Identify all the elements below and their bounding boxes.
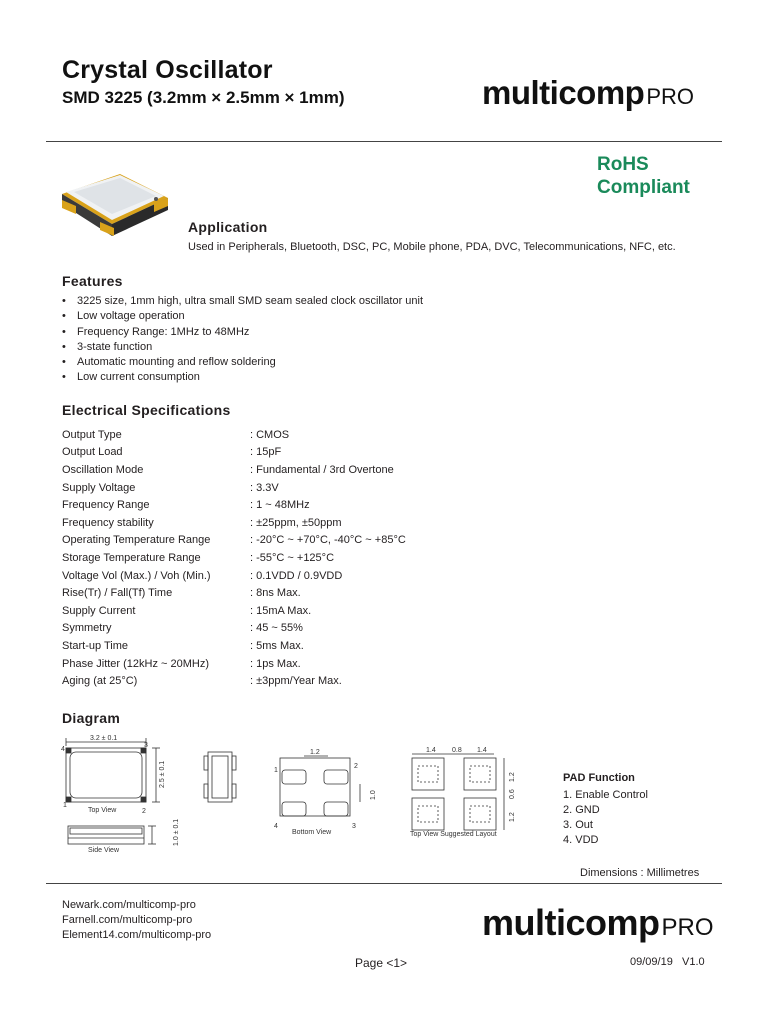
dim-pad-label: 1.2 xyxy=(310,749,320,756)
spec-label: Frequency stability xyxy=(62,516,154,529)
footer-divider xyxy=(46,883,722,884)
table-row xyxy=(62,602,406,620)
table-row xyxy=(62,444,406,462)
table-row xyxy=(62,584,406,602)
bullet: • xyxy=(62,371,66,384)
spec-label: Symmetry xyxy=(62,622,112,635)
header-divider xyxy=(46,141,722,142)
brand-logo-footer xyxy=(482,902,714,944)
mechanical-diagram xyxy=(56,730,556,858)
spec-label: Supply Current xyxy=(62,604,136,617)
pin-1-label: 1 xyxy=(63,802,67,809)
spec-label: Oscillation Mode xyxy=(62,463,144,476)
rohs-line2: Compliant xyxy=(597,177,690,198)
feature-text: 3225 size, 1mm high, ultra small SMD seam sealed clock oscillator unit xyxy=(77,295,424,307)
rohs-line1: RoHS xyxy=(597,154,649,175)
brand-logo-header xyxy=(482,74,694,112)
table-row xyxy=(62,637,406,655)
date-version: 09/09/19 V1.0 xyxy=(630,956,705,968)
list-item: 1. Enable Control xyxy=(563,789,648,801)
dim-width-label: 3.2 ± 0.1 xyxy=(90,735,118,742)
suggested-layout-label: Top View Suggested Layout xyxy=(410,831,497,838)
electrical-specs-heading: Electrical Specifications xyxy=(62,402,231,418)
table-row xyxy=(62,479,406,497)
spec-value: : 15pF xyxy=(250,446,282,459)
pin-2-label: 2 xyxy=(142,808,146,815)
list-item xyxy=(62,295,423,310)
spec-value: : 5ms Max. xyxy=(250,639,304,652)
application-text: Used in Peripherals, Bluetooth, DSC, PC, Mobile phone, PDA, DVC, Telecommunications, NFC, etc. xyxy=(188,241,676,253)
diagram-heading: Diagram xyxy=(62,710,121,726)
side-view-label: Side View xyxy=(88,847,120,854)
table-row xyxy=(62,620,406,638)
spec-label: Voltage Vol (Max.) / Voh (Min.) xyxy=(62,569,211,582)
document-title: Crystal Oscillator xyxy=(62,56,273,84)
bullet: • xyxy=(62,310,66,323)
bullet: • xyxy=(62,325,66,338)
table-row xyxy=(62,496,406,514)
dim-layout-b-label: 0.8 xyxy=(452,747,462,754)
features-list xyxy=(62,295,423,387)
spec-label: Rise(Tr) / Fall(Tf) Time xyxy=(62,587,173,600)
dim-layout-h1-label: 1.2 xyxy=(509,772,516,782)
features-heading: Features xyxy=(62,273,123,289)
dim-layout-h3-label: 1.2 xyxy=(509,812,516,822)
element14-link[interactable]: Element14.com/multicomp-pro xyxy=(62,929,212,941)
spec-value: : -20°C ~ +70°C, -40°C ~ +85°C xyxy=(250,534,406,547)
list-item: 4. VDD xyxy=(563,834,599,846)
dimensions-note: Dimensions : Millimetres xyxy=(580,867,700,879)
pin-4-label: 4 xyxy=(61,746,65,753)
logo-main-text: multicomp xyxy=(482,902,660,943)
logo-pro-text: PRO xyxy=(661,914,714,941)
spec-value: : 0.1VDD / 0.9VDD xyxy=(250,569,343,582)
table-row xyxy=(62,532,406,550)
bottom-view-drawing xyxy=(274,749,377,836)
list-item xyxy=(62,326,423,341)
rohs-badge xyxy=(597,153,690,199)
spec-value: : -55°C ~ +125°C xyxy=(250,551,335,564)
dim-height-label: 2.5 ± 0.1 xyxy=(159,760,166,788)
feature-text: 3-state function xyxy=(77,340,153,353)
table-row xyxy=(62,514,406,532)
product-image xyxy=(56,170,176,242)
dim-pad-gap-label: 1.0 xyxy=(370,790,377,800)
bottom-view-label: Bottom View xyxy=(292,829,332,836)
pin-2-label: 2 xyxy=(354,763,358,770)
spec-label: Supply Voltage xyxy=(62,481,136,494)
spec-label: Aging (at 25°C) xyxy=(62,675,138,688)
farnell-link[interactable]: Farnell.com/multicomp-pro xyxy=(62,914,193,926)
table-row xyxy=(62,655,406,673)
bullet: • xyxy=(62,340,66,353)
spec-label: Output Type xyxy=(62,428,122,441)
table-row xyxy=(62,672,406,690)
dim-layout-a-label: 1.4 xyxy=(426,747,436,754)
spec-label: Output Load xyxy=(62,446,123,459)
feature-text: Automatic mounting and reflow soldering xyxy=(77,356,276,369)
list-item: 2. GND xyxy=(563,804,600,816)
suggested-layout-drawing xyxy=(410,747,516,838)
table-row xyxy=(62,426,406,444)
pin-1-label: 1 xyxy=(274,767,278,774)
spec-label: Phase Jitter (12kHz ~ 20MHz) xyxy=(62,657,210,670)
bullet: • xyxy=(62,356,66,369)
dim-layout-c-label: 1.4 xyxy=(477,747,487,754)
feature-text: Low current consumption xyxy=(77,371,200,384)
spec-value: : 1ps Max. xyxy=(250,657,301,670)
spec-value: : 1 ~ 48MHz xyxy=(250,499,310,512)
table-row xyxy=(62,567,406,585)
spec-value: : ±3ppm/Year Max. xyxy=(250,675,342,688)
list-item xyxy=(62,371,423,386)
pad-function-list xyxy=(563,789,648,849)
newark-link[interactable]: Newark.com/multicomp-pro xyxy=(62,899,196,911)
spec-label: Storage Temperature Range xyxy=(62,551,201,564)
logo-main-text: multicomp xyxy=(482,74,645,111)
top-view-label: Top View xyxy=(88,807,117,814)
dim-layout-h2-label: 0.6 xyxy=(509,789,516,799)
top-view-drawing xyxy=(61,735,166,815)
list-item xyxy=(62,341,423,356)
document-subtitle: SMD 3225 (3.2mm × 2.5mm × 1mm) xyxy=(62,88,345,107)
spec-value: : Fundamental / 3rd Overtone xyxy=(250,463,394,476)
spec-value: : 15mA Max. xyxy=(250,604,312,617)
spec-label: Operating Temperature Range xyxy=(62,534,211,547)
bullet: • xyxy=(62,295,66,307)
spec-value: : ±25ppm, ±50ppm xyxy=(250,516,342,529)
spec-value: : 3.3V xyxy=(250,481,279,494)
pin-3-label: 3 xyxy=(144,742,148,749)
logo-pro-text: PRO xyxy=(646,84,695,109)
end-view-drawing xyxy=(204,752,236,802)
footer-links xyxy=(62,898,211,943)
feature-text: Frequency Range: 1MHz to 48MHz xyxy=(77,325,250,338)
page-number: Page <1> xyxy=(355,956,408,970)
spec-value: : CMOS xyxy=(250,428,290,441)
table-row xyxy=(62,549,406,567)
pad-function-title: PAD Function xyxy=(563,772,635,784)
pin-3-label: 3 xyxy=(352,823,356,830)
electrical-specs-table xyxy=(62,426,406,690)
pin-4-label: 4 xyxy=(274,823,278,830)
side-view-drawing xyxy=(68,819,180,854)
list-item xyxy=(62,356,423,371)
list-item xyxy=(62,310,423,325)
spec-label: Frequency Range xyxy=(62,499,150,512)
spec-label: Start-up Time xyxy=(62,639,129,652)
spec-value: : 8ns Max. xyxy=(250,587,301,600)
application-heading: Application xyxy=(188,219,268,235)
feature-text: Low voltage operation xyxy=(77,310,185,323)
spec-value: : 45 ~ 55% xyxy=(250,622,303,635)
list-item: 3. Out xyxy=(563,819,593,831)
dim-thickness-label: 1.0 ± 0.1 xyxy=(173,818,180,846)
table-row xyxy=(62,461,406,479)
